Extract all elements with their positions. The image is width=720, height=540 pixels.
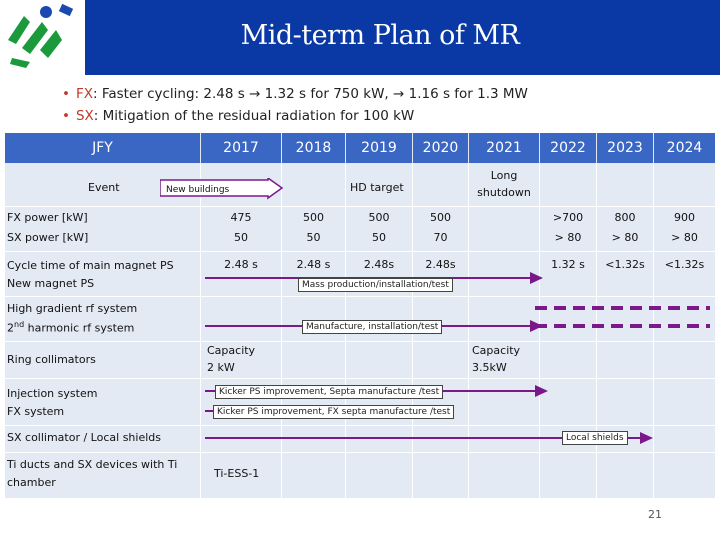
row-new-magnet: New magnet PS bbox=[7, 277, 95, 290]
local-shields-label: Local shields bbox=[562, 431, 628, 445]
cycle-2022: 1.32 s bbox=[551, 258, 585, 271]
header-2021: 2021 bbox=[469, 133, 539, 163]
sx-2020: 70 bbox=[433, 231, 448, 244]
mass-production-label: Mass production/installation/test bbox=[298, 278, 453, 292]
sx-2023: > 80 bbox=[611, 231, 639, 244]
header-2022: 2022 bbox=[540, 133, 596, 163]
header-2018: 2018 bbox=[282, 133, 345, 163]
sx-2024: > 80 bbox=[671, 231, 698, 244]
capacity-2kw-2: 2 kW bbox=[207, 361, 235, 374]
hg-rf-arrows bbox=[205, 302, 715, 336]
grid-line bbox=[5, 425, 715, 426]
row-sx-collimator: SX collimator / Local shields bbox=[7, 431, 161, 444]
header-2017: 2017 bbox=[201, 133, 281, 163]
sx-2022: > 80 bbox=[554, 231, 582, 244]
sx-2018: 50 bbox=[306, 231, 321, 244]
cycle-2020: 2.48s bbox=[425, 258, 456, 271]
long-shutdown-1: Long bbox=[490, 169, 518, 182]
row-event: Event bbox=[88, 181, 120, 194]
grid-line bbox=[5, 206, 715, 207]
kicker-label-2: Kicker PS improvement, FX septa manufacture /test bbox=[213, 405, 454, 419]
long-shutdown-2: shutdown bbox=[477, 186, 531, 199]
header-jfy: JFY bbox=[5, 133, 200, 163]
ordinal-suffix: nd bbox=[14, 320, 25, 329]
grid-line bbox=[5, 251, 715, 252]
row-2nd-harmonic: 2nd harmonic rf system bbox=[7, 320, 135, 335]
grid-line bbox=[5, 452, 715, 453]
sx-2019: 50 bbox=[372, 231, 386, 244]
ti-ess-label: Ti-ESS-1 bbox=[214, 467, 260, 480]
row-fx-system: FX system bbox=[7, 405, 65, 418]
kicker-label-1: Kicker PS improvement, Septa manufacture /test bbox=[215, 385, 443, 399]
grid-line bbox=[5, 296, 715, 297]
capacity-35kw-1: Capacity bbox=[472, 344, 521, 357]
row-hg-rf: High gradient rf system bbox=[7, 302, 138, 315]
grid-line bbox=[5, 378, 715, 379]
cycle-2019: 2.48s bbox=[363, 258, 395, 271]
row-sx-power: SX power [kW] bbox=[7, 231, 89, 244]
page-number: 21 bbox=[648, 508, 662, 521]
header-2019: 2019 bbox=[346, 133, 412, 163]
bullet-fx: • FX: Faster cycling: 2.48 s → 1.32 s for 750 kW, → 1.16 s for 1.3 MW bbox=[62, 86, 528, 102]
fx-2018: 500 bbox=[303, 211, 324, 224]
fx-2017: 475 bbox=[230, 211, 252, 224]
capacity-35kw-2: 3.5kW bbox=[472, 361, 507, 374]
fx-2019: 500 bbox=[368, 211, 390, 224]
slide-title: Mid-term Plan of MR bbox=[240, 20, 520, 51]
new-buildings-label: New buildings bbox=[166, 185, 230, 195]
fx-2020: 500 bbox=[430, 211, 451, 224]
sx-2017: 50 bbox=[234, 231, 248, 244]
bullet-sx: • SX: Mitigation of the residual radiation for 100 kW bbox=[62, 108, 415, 124]
row-fx-power: FX power [kW] bbox=[7, 211, 88, 224]
row-ring-collimators: Ring collimators bbox=[7, 353, 96, 366]
header-2024: 2024 bbox=[654, 133, 715, 163]
row-cycle-time: Cycle time of main magnet PS bbox=[7, 259, 174, 272]
cycle-2023: <1.32s bbox=[605, 258, 645, 271]
cycle-2017: 2.48 s bbox=[224, 258, 258, 271]
cycle-2018: 2.48 s bbox=[296, 258, 331, 271]
grid-line bbox=[5, 341, 715, 342]
fx-2024: 900 bbox=[674, 211, 695, 224]
row-injection: Injection system bbox=[7, 387, 98, 400]
header-2023: 2023 bbox=[597, 133, 653, 163]
row-ti-ducts-1: Ti ducts and SX devices with Ti bbox=[7, 458, 178, 471]
cycle-2024: <1.32s bbox=[664, 258, 705, 271]
capacity-2kw-1: Capacity bbox=[207, 344, 256, 357]
fx-2022: >700 bbox=[552, 211, 584, 224]
manufacture-label: Manufacture, installation/test bbox=[302, 320, 442, 334]
hd-target-label: HD target bbox=[350, 181, 404, 194]
fx-2023: 800 bbox=[614, 211, 636, 224]
header-2020: 2020 bbox=[413, 133, 468, 163]
logo-icon bbox=[0, 0, 82, 72]
row-ti-ducts-2: chamber bbox=[7, 476, 56, 489]
